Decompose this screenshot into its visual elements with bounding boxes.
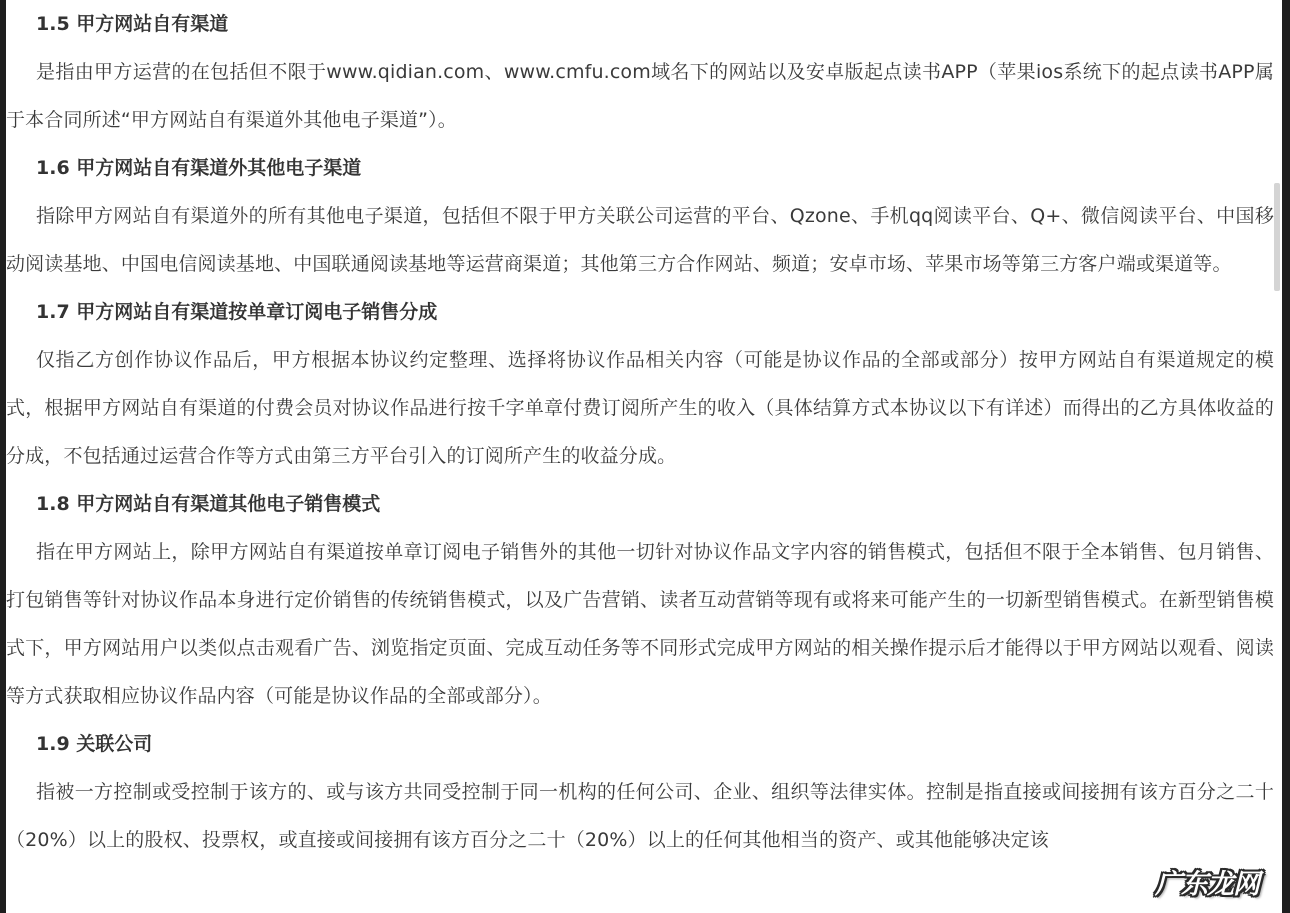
section-heading: 1.5 甲方网站自有渠道	[36, 13, 229, 35]
section-heading: 1.7 甲方网站自有渠道按单章订阅电子销售分成	[36, 301, 438, 323]
section-body: 指除甲方网站自有渠道外的所有其他电子渠道，包括但不限于甲方关联公司运营的平台、Qzone、手机qq阅读平台、Q+、微信阅读平台、中国移动阅读基地、中国电信阅读基地、中国联通阅读基地等运营商渠道；其他第三方合作网站、频道；安卓市场、苹果市场等第三方客户端或渠道等。	[6, 205, 1274, 275]
section-1-9	[6, 720, 1282, 864]
document-content	[6, 0, 1282, 864]
section-heading: 1.6 甲方网站自有渠道外其他电子渠道	[36, 157, 362, 179]
site-watermark: 广东龙网	[1155, 869, 1259, 900]
section-heading: 1.8 甲方网站自有渠道其他电子销售模式	[36, 493, 381, 515]
section-body: 是指由甲方运营的在包括但不限于www.qidian.com、www.cmfu.com域名下的网站以及安卓版起点读书APP（苹果ios系统下的起点读书APP属于本合同所述“甲方网站自有渠道外其他电子渠道”）。	[6, 61, 1274, 131]
section-1-6	[6, 144, 1282, 288]
section-body: 指被一方控制或受控制于该方的、或与该方共同受控制于同一机构的任何公司、企业、组织等法律实体。控制是指直接或间接拥有该方百分之二十（20%）以上的股权、投票权，或直接或间接拥有该方百分之二十（20%）以上的任何其他相当的资产、或其他能够决定该	[6, 781, 1274, 851]
section-1-7	[6, 288, 1282, 480]
section-body: 指在甲方网站上，除甲方网站自有渠道按单章订阅电子销售外的其他一切针对协议作品文字内容的销售模式，包括但不限于全本销售、包月销售、打包销售等针对协议作品本身进行定价销售的传统销售模式，以及广告营销、读者互动营销等现有或将来可能产生的一切新型销售模式。在新型销售模式下，甲方网站用户以类似点击观看广告、浏览指定页面、完成互动任务等不同形式完成甲方网站的相关操作提示后才能得以于甲方网站以观看、阅读等方式获取相应协议作品内容（可能是协议作品的全部或部分）。	[6, 541, 1274, 707]
section-heading: 1.9 关联公司	[36, 733, 153, 755]
vertical-scrollbar-thumb[interactable]	[1274, 183, 1280, 291]
document-viewer	[6, 0, 1282, 913]
section-1-8	[6, 480, 1282, 720]
section-body: 仅指乙方创作协议作品后，甲方根据本协议约定整理、选择将协议作品相关内容（可能是协议作品的全部或部分）按甲方网站自有渠道规定的模式，根据甲方网站自有渠道的付费会员对协议作品进行按千字单章付费订阅所产生的收入（具体结算方式本协议以下有详述）而得出的乙方具体收益的分成，不包括通过运营合作等方式由第三方平台引入的订阅所产生的收益分成。	[6, 349, 1274, 467]
section-1-5	[6, 0, 1282, 144]
right-window-edge	[1282, 0, 1290, 913]
